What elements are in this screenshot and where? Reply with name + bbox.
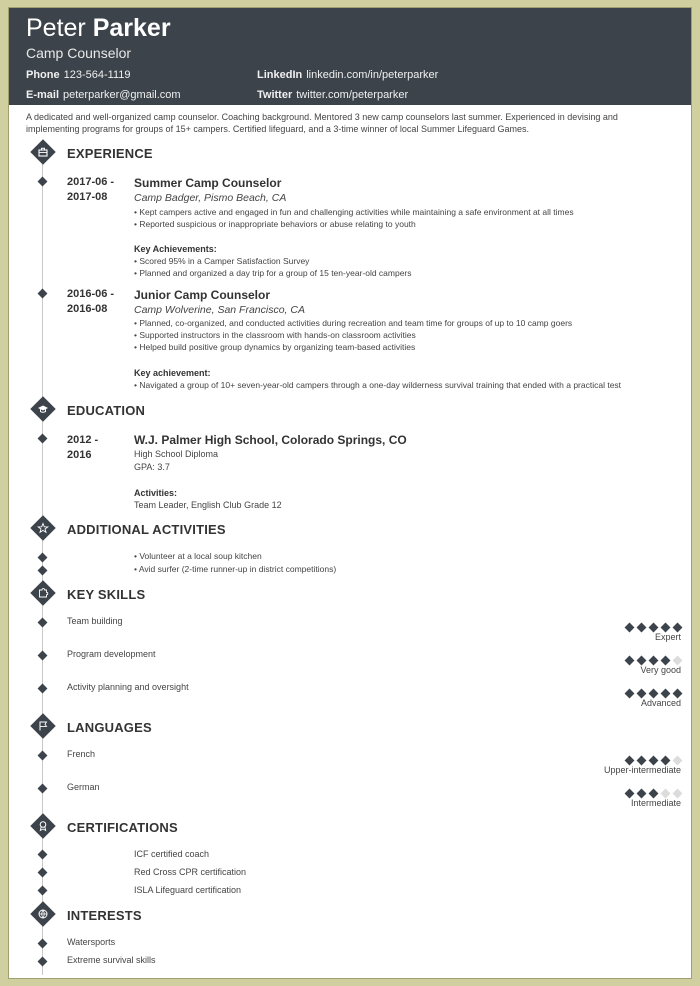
rating-pip-filled — [637, 656, 647, 666]
language-name: German — [67, 782, 100, 792]
rating-pip-empty — [673, 656, 683, 666]
timeline-dot — [38, 553, 48, 563]
job-2-bullet: • Planned, co-organized, and conducted activities during recreation and team time for groups of up to 10 camp goers — [134, 318, 572, 328]
rating-pip-filled — [625, 689, 635, 699]
job-2-bullet: • Helped build positive group dynamics by organizing team-based activities — [134, 342, 415, 352]
timeline-dot — [38, 651, 48, 661]
skill-name: Team building — [67, 616, 123, 626]
skill-rating — [621, 651, 681, 675]
rating-pips — [604, 751, 681, 763]
additional-activities-heading: ADDITIONAL ACTIVITIES — [67, 522, 226, 537]
rating-pip-filled — [637, 689, 647, 699]
flag-icon — [31, 714, 55, 738]
job-1-achievement: • Scored 95% in a Camper Satisfaction Survey — [134, 256, 309, 266]
rating-pip-filled — [661, 756, 671, 766]
email-link[interactable]: peterparker@gmail.com — [63, 89, 181, 101]
rating-pip-filled — [637, 756, 647, 766]
timeline-dot — [38, 289, 48, 299]
job-2-achievements-label: Key achievement: — [134, 368, 211, 378]
star-icon — [31, 516, 55, 540]
key-skills-heading: KEY SKILLS — [67, 587, 146, 602]
job-1-date-start: 2017-06 - — [67, 176, 115, 188]
first-name: Peter — [26, 14, 86, 42]
twitter-link[interactable]: twitter.com/peterparker — [296, 89, 409, 101]
education-date-start: 2012 - — [67, 434, 99, 446]
rating-pips — [621, 618, 681, 630]
skill-name: Activity planning and oversight — [67, 682, 189, 692]
education-activities: Team Leader, English Club Grade 12 — [134, 500, 282, 510]
twitter-label: Twitter — [257, 89, 293, 101]
certification: ICF certified coach — [134, 849, 210, 859]
language-name: French — [67, 749, 96, 759]
rating-pip-filled — [649, 689, 659, 699]
timeline-dot — [38, 886, 48, 896]
job-2-org: Camp Wolverine, San Francisco, CA — [134, 304, 305, 316]
additional-activity: • Volunteer at a local soup kitchen — [134, 551, 262, 561]
basketball-icon — [31, 902, 55, 926]
language-rating — [604, 751, 681, 775]
rating-pips — [621, 684, 681, 696]
degree: High School Diploma — [134, 449, 219, 459]
experience-heading: EXPERIENCE — [67, 146, 153, 161]
timeline-dot — [38, 939, 48, 949]
rating-pip-empty — [673, 789, 683, 799]
email-label: E-mail — [26, 89, 60, 101]
language-level: Upper-intermediate — [603, 765, 681, 775]
timeline-dot — [38, 566, 48, 576]
skill-name: Program development — [67, 649, 156, 659]
rating-pip-filled — [649, 789, 659, 799]
skill-level: Advanced — [640, 698, 681, 708]
rating-pip-filled — [649, 756, 659, 766]
last-name: Parker — [92, 14, 171, 42]
education-dates — [67, 433, 127, 463]
language-rating — [621, 784, 681, 808]
rating-pip-filled — [625, 623, 635, 633]
linkedin-label: LinkedIn — [257, 69, 303, 81]
rating-pip-filled — [661, 623, 671, 633]
timeline-dot — [38, 684, 48, 694]
linkedin-link[interactable]: linkedin.com/in/peterparker — [306, 69, 439, 81]
job-1-bullet: • Kept campers active and engaged in fun and challenging activities while maintaining a safe environment at all times — [134, 207, 574, 217]
job-2-bullet: • Supported instructors in the classroom with hands-on classroom activities — [134, 330, 416, 340]
rating-pip-filled — [625, 656, 635, 666]
timeline-dot — [38, 957, 48, 967]
school-name: W.J. Palmer High School, Colorado Springs, CO — [134, 433, 407, 447]
job-2-date-start: 2016-06 - — [67, 288, 115, 300]
skill-rating — [621, 618, 681, 642]
job-2-title: Junior Camp Counselor — [134, 288, 271, 302]
graduation-cap-icon — [31, 397, 55, 421]
rating-pip-filled — [661, 656, 671, 666]
job-1-achievement: • Planned and organized a day trip for a group of 15 ten-year-old campers — [134, 268, 412, 278]
job-1-achievements-label: Key Achievements: — [134, 244, 217, 254]
timeline-dot — [38, 868, 48, 878]
rating-pip-filled — [637, 623, 647, 633]
timeline-dot — [38, 434, 48, 444]
interest: Watersports — [67, 937, 116, 947]
phone-value: 123-564-1119 — [63, 69, 131, 81]
certification: ISLA Lifeguard certification — [134, 885, 242, 895]
job-1-title: Summer Camp Counselor — [134, 176, 282, 190]
resume-page — [8, 7, 692, 979]
job-role: Camp Counselor — [26, 45, 132, 61]
rating-pip-filled — [649, 656, 659, 666]
job-1-date-end: 2017-08 — [67, 191, 108, 203]
certification: Red Cross CPR certification — [134, 867, 247, 877]
timeline-dot — [38, 751, 48, 761]
job-2-dates — [67, 287, 127, 317]
rating-pips — [621, 784, 681, 796]
rating-pip-filled — [661, 689, 671, 699]
rating-pip-empty — [673, 756, 683, 766]
skill-level: Expert — [654, 632, 681, 642]
interests-heading: INTERESTS — [67, 908, 142, 923]
rating-pip-filled — [637, 789, 647, 799]
email-contact[interactable] — [26, 89, 181, 101]
skill-level: Very good — [640, 665, 681, 675]
timeline-dot — [38, 177, 48, 187]
job-1-dates — [67, 175, 127, 205]
education-date-end: 2016 — [67, 449, 92, 461]
rating-pip-filled — [625, 756, 635, 766]
rating-pip-empty — [661, 789, 671, 799]
award-ribbon-icon — [31, 814, 55, 838]
additional-activity: • Avid surfer (2-time runner-up in district competitions) — [134, 564, 336, 574]
header — [9, 8, 691, 105]
rating-pip-filled — [673, 623, 683, 633]
phone-label: Phone — [26, 69, 60, 81]
timeline-dot — [38, 618, 48, 628]
timeline-dot — [38, 784, 48, 794]
education-activities-label: Activities: — [134, 488, 178, 498]
candidate-name — [26, 14, 171, 43]
skill-rating — [621, 684, 681, 708]
gpa: GPA: 3.7 — [134, 462, 170, 472]
job-1-bullet: • Reported suspicious or inappropriate behaviors or abuse relating to youth — [134, 219, 416, 229]
certifications-heading: CERTIFICATIONS — [67, 820, 178, 835]
briefcase-icon — [31, 140, 55, 164]
rating-pip-filled — [625, 789, 635, 799]
job-2-date-end: 2016-08 — [67, 303, 108, 315]
timeline-dot — [38, 850, 48, 860]
twitter-contact[interactable] — [257, 89, 408, 101]
rating-pip-filled — [649, 623, 659, 633]
rating-pips — [621, 651, 681, 663]
job-2-achievement: • Navigated a group of 10+ seven-year-old campers through a one-day wilderness survival training that ended with a practical test — [134, 380, 621, 390]
job-1-org: Camp Badger, Pismo Beach, CA — [134, 192, 287, 204]
interest: Extreme survival skills — [67, 955, 156, 965]
education-heading: EDUCATION — [67, 403, 146, 418]
languages-heading: LANGUAGES — [67, 720, 152, 735]
linkedin-contact[interactable] — [257, 69, 438, 81]
language-level: Intermediate — [630, 798, 681, 808]
puzzle-icon — [31, 581, 55, 605]
summary: A dedicated and well-organized camp counselor. Coaching background. Mentored 3 new camp counselors last summer. Experienced in devising and implementing programs for groups of 15+ campers. Certified lifeguard, and a 3-time winner of local Summer Lifeguard Games. — [26, 112, 618, 134]
phone-contact — [26, 69, 131, 81]
rating-pip-filled — [673, 689, 683, 699]
